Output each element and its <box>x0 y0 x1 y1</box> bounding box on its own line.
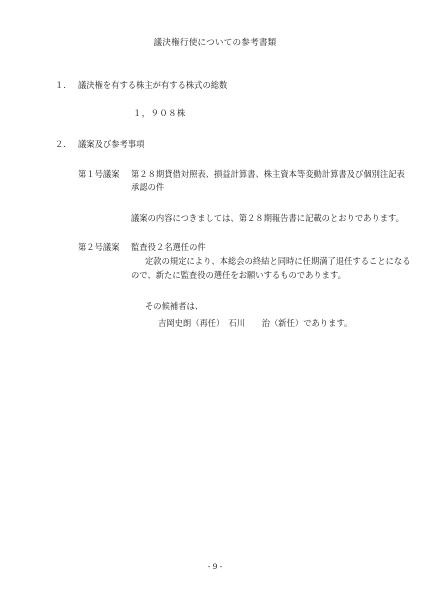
document-title: 議決権行使についての参考書類 <box>153 38 277 48</box>
proposal-2-body-line-1: 定款の規定により、本総会の終結と同時に任期満了退任することになる <box>145 256 411 266</box>
section-1-number: １. <box>55 80 66 90</box>
proposal-1-note: 議案の内容につきましては、第２８期報告書に記載のとおりであります。 <box>131 213 404 223</box>
proposal-1-title-line-1: 第２８期貸借対照表、損益計算書、株主資本等変動計算書及び個別注記表 <box>131 169 405 179</box>
proposal-2-body-line-2: ので、新たに監査役の選任をお願いするものであります。 <box>131 270 346 280</box>
section-2-number: ２. <box>55 139 66 149</box>
section-1-heading: 議決権を有する株主が有する株式の総数 <box>78 80 228 90</box>
total-shares-value: １，９０８株 <box>133 108 186 118</box>
proposal-1-title-line-2: 承認の件 <box>131 182 165 192</box>
section-2-heading: 議案及び参考事項 <box>78 139 145 149</box>
page-number: - 9 - <box>207 562 223 571</box>
proposal-2-title: 監査役２名選任の件 <box>131 242 206 252</box>
candidates-list: 吉岡史朗（再任） 石川 治（新任）であります。 <box>158 318 353 328</box>
proposal-2-label: 第２号議案 <box>78 242 120 252</box>
proposal-1-label: 第１号議案 <box>78 169 120 179</box>
candidates-intro: その候補者は、 <box>145 301 204 311</box>
